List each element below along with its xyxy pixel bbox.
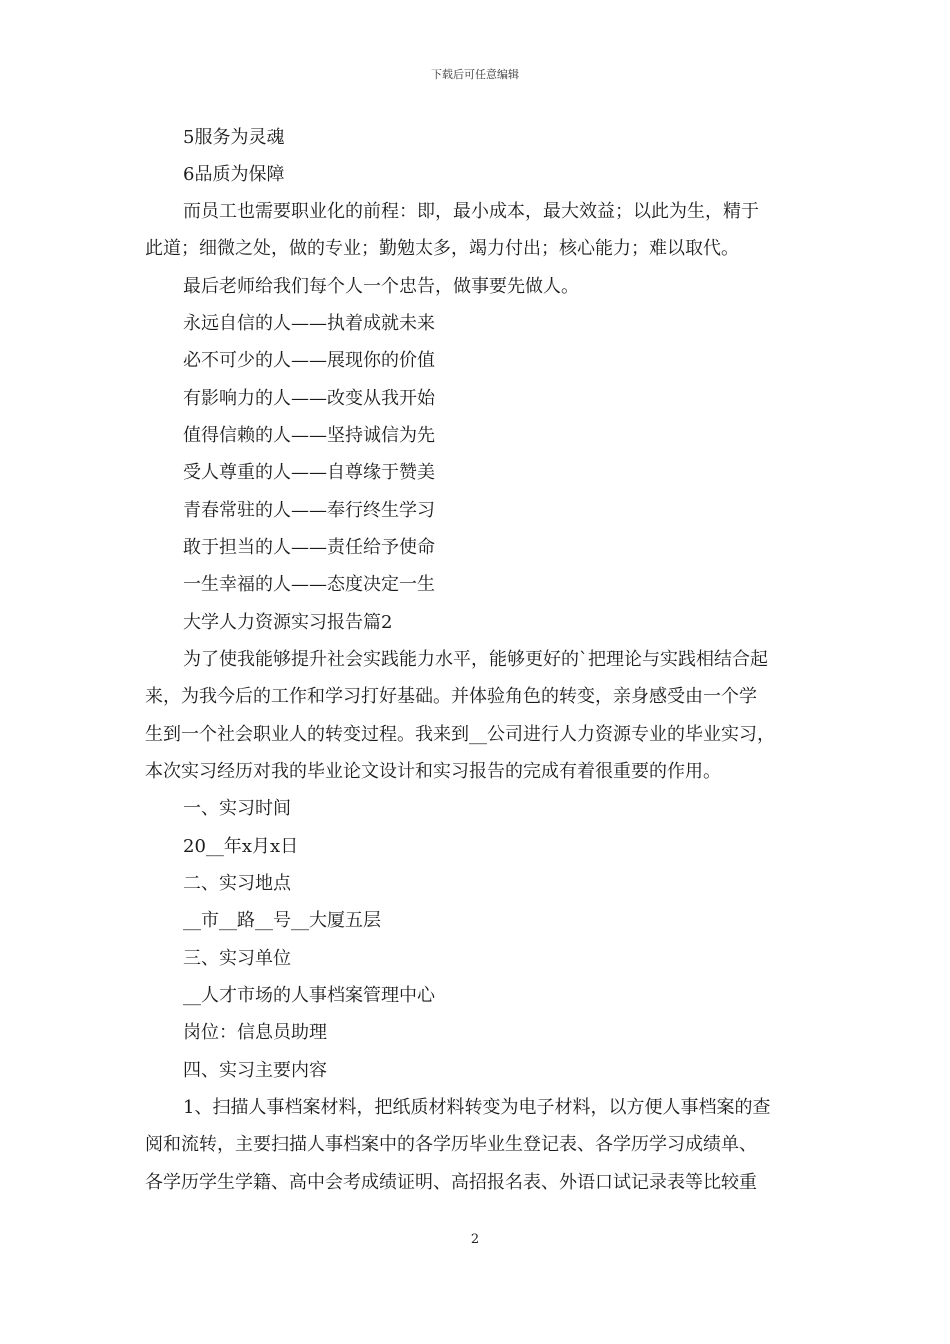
paragraph-line: 生到一个社会职业人的转变过程。我来到__公司进行人力资源专业的毕业实习， bbox=[145, 724, 775, 745]
section-title: 大学人力资源实习报告篇2 bbox=[183, 612, 393, 633]
paragraph-line: 而员工也需要职业化的前程：即，最小成本，最大效益；以此为生，精于 bbox=[183, 201, 759, 222]
paragraph-line: 阅和流转，主要扫描人事档案中的各学历毕业生登记表、各学历学习成绩单、 bbox=[145, 1134, 757, 1155]
paragraph-line: 各学历学生学籍、高中会考成绩证明、高招报名表、外语口试记录表等比较重 bbox=[145, 1172, 757, 1193]
paragraph-line: 1、扫描人事档案材料，把纸质材料转变为电子材料，以方便人事档案的查 bbox=[183, 1097, 771, 1118]
text-line: 岗位：信息员助理 bbox=[183, 1022, 327, 1043]
paragraph-line: 最后老师给我们每个人一个忠告，做事要先做人。 bbox=[183, 276, 579, 297]
text-line: 5服务为灵魂 bbox=[183, 127, 285, 148]
motto-line: 永远自信的人——执着成就未来 bbox=[183, 313, 435, 334]
heading-line: 二、实习地点 bbox=[183, 873, 291, 894]
paragraph-line: 此道；细微之处，做的专业；勤勉太多，竭力付出；核心能力；难以取代。 bbox=[145, 238, 739, 259]
motto-line: 一生幸福的人——态度决定一生 bbox=[183, 574, 435, 595]
page-header: 下载后可任意编辑 bbox=[431, 68, 519, 81]
text-line: 20__年x月x日 bbox=[183, 836, 299, 857]
motto-line: 有影响力的人——改变从我开始 bbox=[183, 388, 435, 409]
paragraph-line: 本次实习经历对我的毕业论文设计和实习报告的完成有着很重要的作用。 bbox=[145, 761, 721, 782]
paragraph-line: 为了使我能够提升社会实践能力水平，能够更好的`把理论与实践相结合起 bbox=[183, 649, 768, 670]
motto-line: 值得信赖的人——坚持诚信为先 bbox=[183, 425, 435, 446]
paragraph-line: 来，为我今后的工作和学习打好基础。并体验角色的转变，亲身感受由一个学 bbox=[145, 686, 757, 707]
text-line: __市__路__号__大厦五层 bbox=[183, 910, 381, 931]
page-number: 2 bbox=[470, 1232, 480, 1247]
motto-line: 青春常驻的人——奉行终生学习 bbox=[183, 500, 435, 521]
heading-line: 四、实习主要内容 bbox=[183, 1060, 327, 1081]
heading-line: 三、实习单位 bbox=[183, 948, 291, 969]
motto-line: 敢于担当的人——责任给予使命 bbox=[183, 537, 435, 558]
text-line: 6品质为保障 bbox=[183, 164, 285, 185]
motto-line: 受人尊重的人——自尊缘于赞美 bbox=[183, 462, 435, 483]
heading-line: 一、实习时间 bbox=[183, 798, 291, 819]
text-line: __人才市场的人事档案管理中心 bbox=[183, 985, 435, 1006]
motto-line: 必不可少的人——展现你的价值 bbox=[183, 350, 435, 371]
